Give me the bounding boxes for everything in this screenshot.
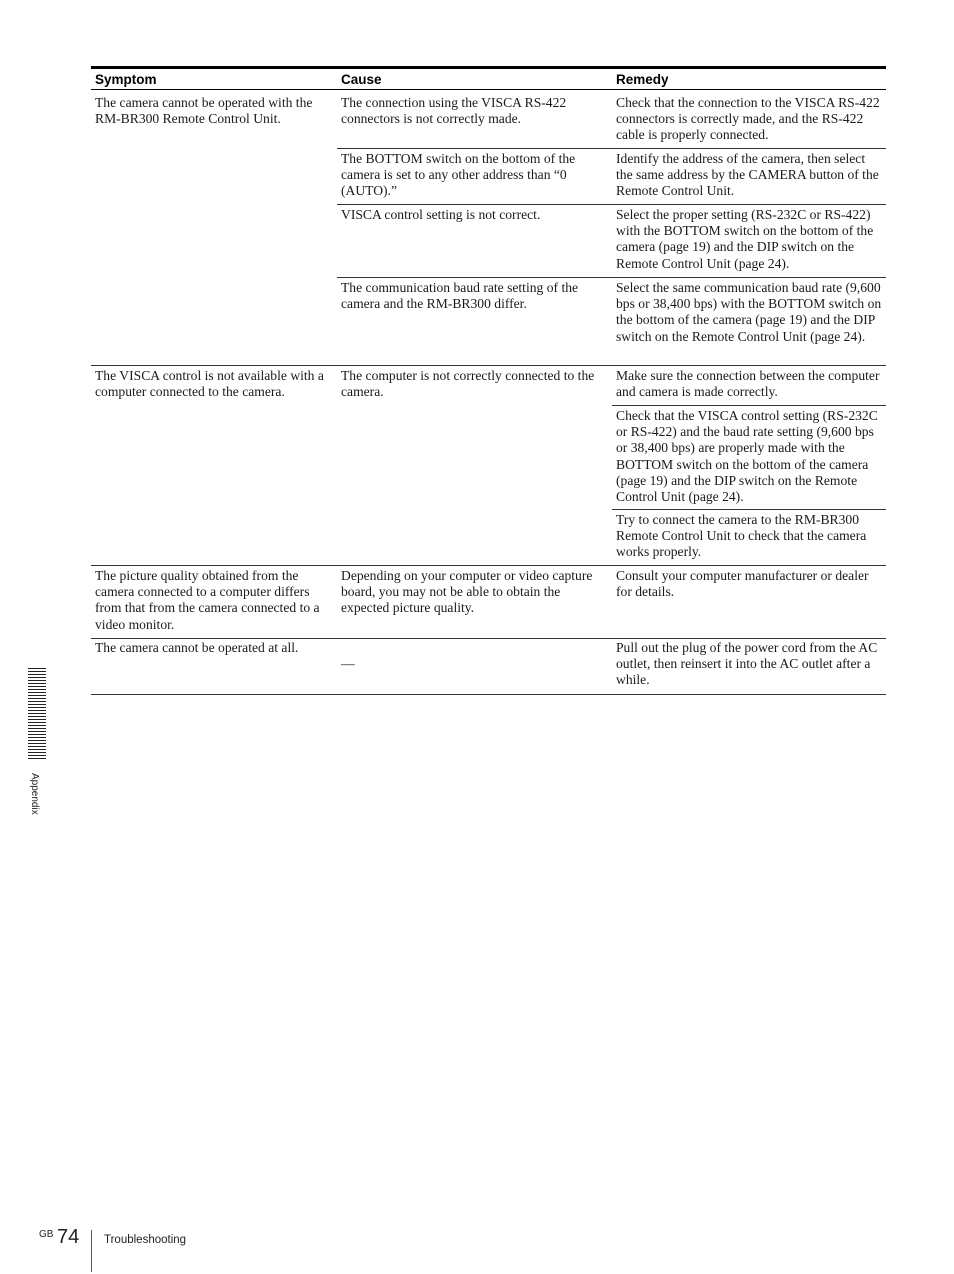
row-divider xyxy=(91,365,886,366)
remedy-cell: Check that the connection to the VISCA RS-422 connectors is correctly made, and the RS-422 cable is properly connected. xyxy=(616,95,880,143)
section-tab-label: Appendix xyxy=(29,773,40,815)
table-bottom-rule xyxy=(91,694,886,695)
symptom-cell: The camera cannot be operated with the RM-BR300 Remote Control Unit. xyxy=(95,95,313,127)
cause-cell: The BOTTOM switch on the bottom of the camera is set to any other address than “0 (AUTO).” xyxy=(341,151,576,199)
section-tab-marker xyxy=(28,668,46,760)
cause-cell: The communication baud rate setting of the camera and the RM-BR300 differ. xyxy=(341,280,579,312)
row-divider xyxy=(612,405,886,406)
page-number: 74 xyxy=(57,1226,80,1248)
header-cause: Cause xyxy=(341,72,382,87)
remedy-cell: Select the proper setting (RS-232C or RS-422) with the BOTTOM switch on the bottom of the camera (page 19) and the DIP switch on the Remote Control Unit (page 24). xyxy=(616,207,874,271)
header-symptom: Symptom xyxy=(95,72,157,87)
cause-cell: The connection using the VISCA RS-422 connectors is not correctly made. xyxy=(341,95,567,127)
remedy-cell: Select the same communication baud rate (9,600 bps or 38,400 bps) with the BOTTOM switch on the bottom of the camera (page 19) and the DIP switch on the Remote Control Unit (page 24). xyxy=(616,280,882,344)
footer-section-title: Troubleshooting xyxy=(104,1234,187,1246)
cause-cell: Depending on your computer or video capture board, you may not be able to obtain the expected picture quality. xyxy=(341,568,593,616)
remedy-cell: Consult your computer manufacturer or dealer for details. xyxy=(616,568,869,600)
remedy-cell: Identify the address of the camera, then select the same address by the CAMERA button of the Remote Control Unit. xyxy=(616,151,879,199)
remedy-cell: Make sure the connection between the computer and camera is made correctly. xyxy=(616,368,880,400)
cause-cell: — xyxy=(341,656,355,671)
table-header xyxy=(91,66,886,90)
symptom-cell: The VISCA control is not available with a computer connected to the camera. xyxy=(95,368,324,400)
row-divider xyxy=(337,148,886,149)
footer-divider xyxy=(91,1230,92,1272)
header-remedy: Remedy xyxy=(616,72,669,87)
row-divider xyxy=(337,277,886,278)
remedy-cell: Try to connect the camera to the RM-BR300 Remote Control Unit to check that the camera works properly. xyxy=(616,512,867,560)
row-divider xyxy=(612,509,886,510)
symptom-cell: The camera cannot be operated at all. xyxy=(95,640,299,655)
cause-cell: The computer is not correctly connected to the camera. xyxy=(341,368,595,400)
region-code: GB xyxy=(39,1229,54,1240)
row-divider xyxy=(91,638,886,639)
symptom-cell: The picture quality obtained from the camera connected to a computer differs from that from the camera connected to a video monitor. xyxy=(95,568,320,632)
remedy-cell: Check that the VISCA control setting (RS-232C or RS-422) and the baud rate setting (9,600 bps or 38,400 bps) are properly made with the BOTTOM switch on the bottom of the camera (page 19) and the DIP switch on the Remote Control Unit (page 24). xyxy=(616,408,878,505)
remedy-cell: Pull out the plug of the power cord from the AC outlet, then reinsert it into the AC outlet after a while. xyxy=(616,640,878,688)
row-divider xyxy=(337,204,886,205)
cause-cell: VISCA control setting is not correct. xyxy=(341,207,541,222)
row-divider xyxy=(91,565,886,566)
